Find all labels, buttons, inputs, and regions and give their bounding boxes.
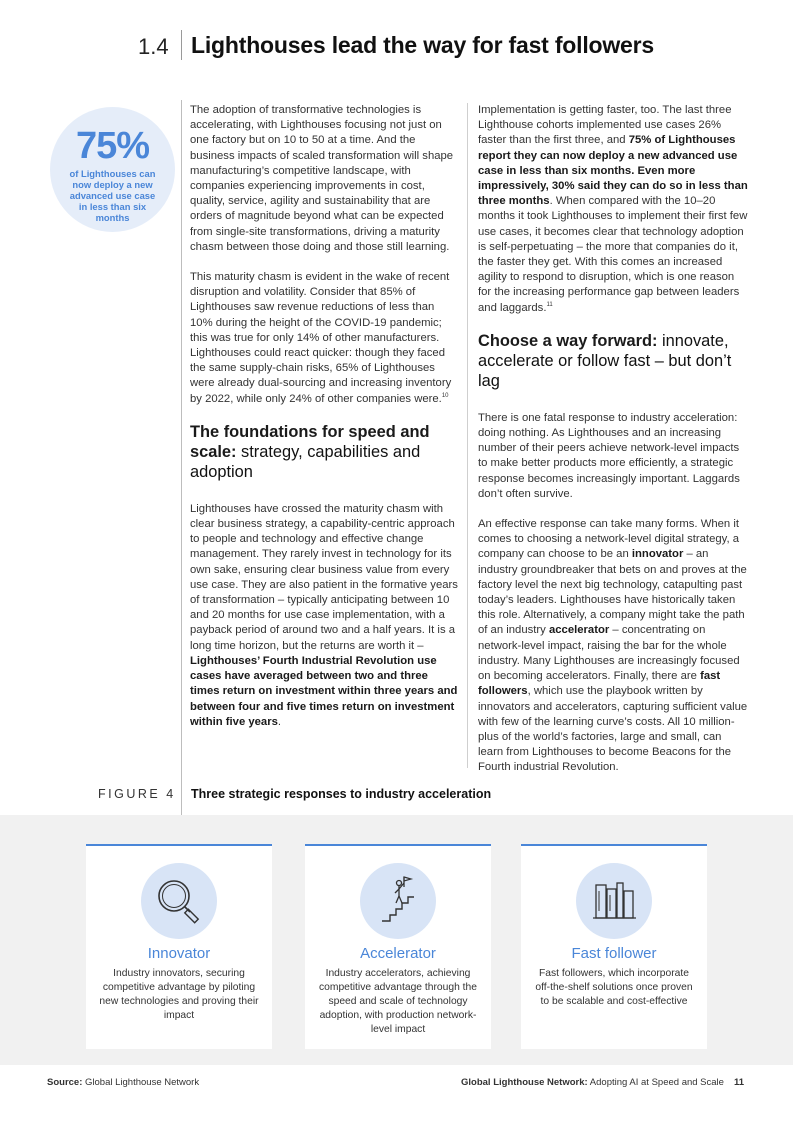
stat-callout <box>50 107 175 232</box>
card-title: Accelerator <box>360 945 436 962</box>
right-paragraph-3: An effective response can take many forms. When it comes to choosing a network-level digital strategy, a company can choose to be an innovator – an industry groundbreaker that bets on and proves at the factory level the next big technology, catapulting past today’s leaders. Lighthouses have historically taken this role. Alternatively, a company might take the path of an industry accelerator – concentrating on network-level impact, raising the bar for the whole industry. Many Lighthouses are increasingly focused on becoming accelerators. Finally, there are fast followers, which use the playbook written by innovators and accelerators, capturing sufficient value with few of the learning curve’s costs. All 10 million-plus of the world’s factories, large and small, can learn from Lighthouses to become Beacons for the Fourth industrial Revolution. <box>478 518 748 774</box>
figure-title: Three strategic responses to industry acceleration <box>191 787 492 801</box>
card-accelerator <box>305 844 491 1049</box>
card-title: Fast follower <box>571 945 657 962</box>
flag-on-stairs-icon <box>360 863 436 939</box>
footnote-ref[interactable]: 10 <box>441 392 449 399</box>
footnote-ref[interactable]: 11 <box>546 301 553 308</box>
left-paragraph-2: This maturity chasm is evident in the wake of recent disruption and volatility. Consider that 85% of Lighthouses saw revenue reductions of less than 10% during the height of the COVID-19 pandemic; this was true for only 14% of other manufacturers. Lighthouses could react quicker: though they faced the same supply-chain risks, 65% of Lighthouses were already dual-sourcing and increasing inventory by 2022, while only 24% of other companies were.$^{10}$ <box>190 271 452 405</box>
card-description: Industry innovators, securing competitive advantage by piloting new technologies and proving their impact <box>99 968 259 1021</box>
header-divider <box>181 30 182 60</box>
margin-divider <box>181 100 182 812</box>
books-icon <box>576 863 652 939</box>
stat-caption: of Lighthouses can now deploy a new advanced use case in less than six months <box>69 168 156 223</box>
left-column <box>190 103 460 745</box>
source-note: Source: Global Lighthouse Network <box>47 1077 200 1088</box>
figure-divider <box>181 779 182 815</box>
card-description: Fast followers, which incorporate off-the-shelf solutions once proven to be scalable and cost-effective <box>535 968 693 1007</box>
subheading-foundations: The foundations for speed and scale: strategy, capabilities and adoption <box>190 422 430 481</box>
card-title: Innovator <box>147 945 211 962</box>
right-paragraph-1: Implementation is getting faster, too. The last three Lighthouse cohorts implemented use cases 26% faster than the first three, and 75% of Lighthouses report they can now deploy a new advanced use case in less than six months. Even more impressively, 30% said they can do so in less than three months. When compared with the 10–20 months it took Lighthouses to implement their first few use cases, it becomes clear that technology adoption is self-perpetuating – the more that companies do it, the faster they get. With this comes an increased agility to respond to disruption, which is one reason for the increasing performance gap between leaders and laggards.$^{11}$ <box>478 104 748 314</box>
publication-footer: Global Lighthouse Network: Adopting AI at Speed and Scale 11 <box>461 1077 744 1088</box>
column-divider <box>467 103 468 768</box>
page-header <box>0 30 793 66</box>
right-column <box>478 103 748 791</box>
figure-label: FIGURE 4 <box>98 787 176 801</box>
left-paragraph-1: The adoption of transformative technologies is accelerating, with Lighthouses focusing not just on one factory but on 10 to 50 at a time. And the business impacts of scaled transformation will shape manufacturing’s competitive landscape, with companies experiencing improvements in cost, quality, service, agility and sustainability that are orders of magnitude beyond what can be expected from single-site transformations, driving a maturity chasm between those doing and those still learning. <box>190 104 454 253</box>
card-fast-follower <box>521 844 707 1049</box>
card-innovator <box>86 844 272 1049</box>
magnifier-icon <box>141 863 217 939</box>
page-number: 11 <box>733 1077 744 1088</box>
card-description: Industry accelerators, achieving competitive advantage through the speed and scale of technology adoption, with production network-level impact <box>319 968 477 1035</box>
stat-value: 75% <box>75 125 150 167</box>
right-paragraph-2: There is one fatal response to industry acceleration: doing nothing. As Lighthouses and an increasing number of their peers achieve network-level impacts to make better products more efficiently, a strategic response becomes increasingly important. Laggards don’t often survive. <box>478 411 740 500</box>
subheading-choose-way: Choose a way forward: innovate, accelerate or follow fast – but don’t lag <box>478 331 732 390</box>
left-paragraph-3: Lighthouses have crossed the maturity chasm with clear business strategy, a capability-centric approach to people and technology and effective change management. They rarely invest in technology for its own sake, ensuring clear business value from every use case. They are also patient in the formative years of transformation – typically anticipating between 10 and 20 months for use case implementation, with a payback period of around two and a half years. It is a long time horizon, but the returns are worth it – Lighthouses’ Fourth Industrial Revolution use cases have averaged between two and three times return on investment within three years and between four and five times return on investment within five years. <box>190 502 458 728</box>
page-title: Lighthouses lead the way for fast followers <box>191 32 654 58</box>
section-number: 1.4 <box>138 34 169 59</box>
figure-panel <box>0 815 793 1065</box>
